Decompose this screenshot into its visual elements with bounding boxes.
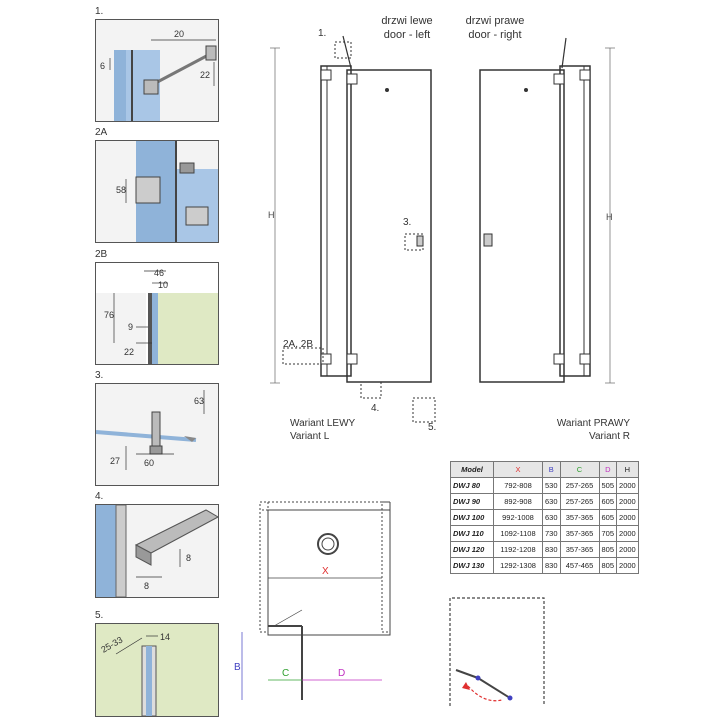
dim-label: 60	[144, 458, 155, 468]
hinge	[136, 177, 160, 203]
detail-2b-panel	[95, 262, 219, 365]
x-label: X	[322, 566, 329, 577]
callout-box	[361, 382, 381, 398]
detail-4-panel	[95, 504, 219, 598]
cell-d: 805	[599, 558, 617, 574]
table-row	[451, 478, 639, 494]
bar-clamp	[180, 163, 194, 173]
col-header-b: B	[543, 462, 561, 478]
c-label: C	[282, 668, 290, 679]
dim-label: 8	[186, 553, 192, 563]
cell-d: 705	[599, 526, 617, 542]
callout-5: 5.	[428, 422, 437, 433]
cell-x: 1192-1208	[494, 542, 543, 558]
stabilizer-bar	[343, 36, 351, 68]
table-row	[451, 494, 639, 510]
dim-label: 20	[174, 29, 185, 39]
table-header-row	[451, 462, 639, 478]
cell-model: DWJ 130	[451, 558, 494, 574]
dim-label: 46	[154, 268, 165, 278]
profile	[116, 505, 126, 597]
cell-h: 2000	[617, 542, 639, 558]
cell-x: 1292-1308	[494, 558, 543, 574]
callout-3: 3.	[403, 217, 412, 228]
col-header-h: H	[617, 462, 639, 478]
detail-2b-drawing	[96, 263, 218, 364]
right-door-title-pl: drzwi prawe	[465, 15, 525, 27]
left-door-title-pl: drzwi lewe	[381, 15, 433, 27]
dim-label: 8	[144, 581, 150, 591]
right-variant-en: Variant R	[589, 431, 630, 442]
spec-table	[450, 461, 639, 574]
dim-label: 63	[194, 396, 205, 406]
door-panel	[480, 70, 564, 382]
detail-4-drawing	[96, 505, 218, 597]
detail-5-drawing	[96, 624, 218, 716]
cell-b: 830	[543, 558, 561, 574]
handle	[417, 236, 423, 246]
hinge	[554, 74, 564, 84]
dim-label: 6	[100, 61, 106, 71]
detail-3-drawing	[96, 384, 218, 485]
drain	[318, 534, 338, 554]
cell-d: 805	[599, 542, 617, 558]
glass-panel	[176, 169, 218, 242]
cell-x: 792-808	[494, 478, 543, 494]
detail-2b-label: 2B	[95, 249, 108, 260]
dim-label: 14	[160, 632, 171, 642]
dim-label: 22	[200, 70, 211, 80]
cell-d: 605	[599, 494, 617, 510]
bar-clamp	[144, 80, 158, 94]
door-arc	[274, 610, 302, 626]
glass-panel	[96, 432, 196, 440]
dim-label: 76	[104, 310, 115, 320]
col-header-x: X	[494, 462, 543, 478]
detail-2a-panel	[95, 140, 219, 243]
cell-c: 357-365	[560, 510, 599, 526]
left-variant-pl: Wariant LEWY	[290, 418, 356, 429]
callout-box	[413, 398, 435, 422]
cell-h: 2000	[617, 478, 639, 494]
handle	[152, 412, 160, 446]
wall	[260, 502, 390, 510]
pivot-point	[476, 676, 481, 681]
hinge	[580, 354, 590, 364]
cell-c: 357-365	[560, 542, 599, 558]
cell-model: DWJ 100	[451, 510, 494, 526]
detail-3-panel	[95, 383, 219, 486]
left-door-title-en: door - left	[383, 29, 431, 41]
wall-section	[96, 293, 146, 364]
detail-1-panel	[95, 19, 219, 122]
callout-4: 4.	[371, 403, 380, 414]
plan-view	[230, 500, 400, 715]
cell-b: 730	[543, 526, 561, 542]
cell-c: 457-465	[560, 558, 599, 574]
wall-bracket	[206, 46, 216, 60]
detail-5-label: 5.	[95, 610, 104, 621]
handle	[484, 234, 492, 246]
detail-5-panel	[95, 623, 219, 717]
cell-x: 1092-1108	[494, 526, 543, 542]
dim-label: 22	[124, 347, 135, 357]
hinge	[321, 70, 331, 80]
callout-1: 1.	[318, 28, 327, 39]
cell-d: 505	[599, 478, 617, 494]
cell-model: DWJ 90	[451, 494, 494, 510]
center-dot	[385, 88, 389, 92]
door-panel	[347, 70, 431, 382]
hinge	[580, 70, 590, 80]
cell-h: 2000	[617, 510, 639, 526]
cell-b: 630	[543, 510, 561, 526]
shower-tray	[268, 510, 390, 635]
cell-h: 2000	[617, 558, 639, 574]
d-label: D	[338, 668, 346, 679]
left-variant-label	[290, 417, 355, 443]
cell-x: 992-1008	[494, 510, 543, 526]
detail-1-label: 1.	[95, 6, 104, 17]
table-row	[451, 510, 639, 526]
dim-label: 27	[110, 456, 121, 466]
col-header-d: D	[599, 462, 617, 478]
swing-arrow	[468, 686, 502, 701]
col-header-c: C	[560, 462, 599, 478]
right-variant-label	[540, 417, 630, 443]
table-row	[451, 542, 639, 558]
cell-b: 530	[543, 478, 561, 494]
table-row	[451, 526, 639, 542]
center-dot	[524, 88, 528, 92]
cell-b: 630	[543, 494, 561, 510]
glass-panel	[96, 505, 116, 597]
height-label: H	[268, 210, 275, 220]
dim-label: 58	[116, 185, 127, 195]
cell-c: 257-265	[560, 478, 599, 494]
cell-model: DWJ 120	[451, 542, 494, 558]
dim-label: 9	[128, 322, 134, 332]
wall	[260, 502, 268, 632]
cell-x: 892-908	[494, 494, 543, 510]
detail-2a-drawing	[96, 141, 218, 242]
cell-c: 257-265	[560, 494, 599, 510]
callout-box	[335, 42, 351, 58]
drain	[322, 538, 334, 550]
callout-box	[283, 348, 323, 364]
cell-b: 830	[543, 542, 561, 558]
cell-h: 2000	[617, 494, 639, 510]
door-panel-plan	[478, 678, 510, 698]
stabilizer-bar	[562, 38, 566, 68]
left-door-drawing	[265, 28, 455, 438]
dim-label: 10	[158, 280, 169, 290]
b-label: B	[234, 662, 241, 673]
detail-4-label: 4.	[95, 491, 104, 502]
glass-edge	[146, 646, 152, 716]
col-header-model: Model	[451, 462, 494, 478]
hinge	[186, 207, 208, 225]
cell-d: 605	[599, 510, 617, 526]
right-door-title-en: door - right	[468, 29, 522, 41]
right-variant-pl: Wariant PRAWY	[556, 418, 630, 429]
wall-section	[158, 293, 218, 364]
cell-model: DWJ 80	[451, 478, 494, 494]
detail-1-drawing	[96, 20, 218, 121]
wall	[382, 502, 390, 632]
left-variant-en: Variant L	[290, 431, 330, 442]
glass-edge	[152, 293, 158, 364]
hinge	[554, 354, 564, 364]
handle-base	[150, 446, 162, 454]
cell-model: DWJ 110	[451, 526, 494, 542]
detail-3-label: 3.	[95, 370, 104, 381]
bottom-seal	[136, 510, 218, 553]
swing-diagram	[440, 590, 560, 715]
cell-c: 357-365	[560, 526, 599, 542]
hinge	[347, 74, 357, 84]
hinge	[347, 354, 357, 364]
callout-2a-2b: 2A, 2B	[283, 339, 314, 350]
cell-h: 2000	[617, 526, 639, 542]
height-label: H	[606, 212, 613, 222]
fixed-panel-plan	[456, 670, 478, 678]
hinge	[321, 354, 331, 364]
dim-label: 25-33	[99, 634, 125, 655]
detail-2a-label: 2A	[95, 127, 108, 138]
pivot-point	[508, 696, 513, 701]
right-door-drawing	[470, 28, 630, 428]
table-row	[451, 558, 639, 574]
